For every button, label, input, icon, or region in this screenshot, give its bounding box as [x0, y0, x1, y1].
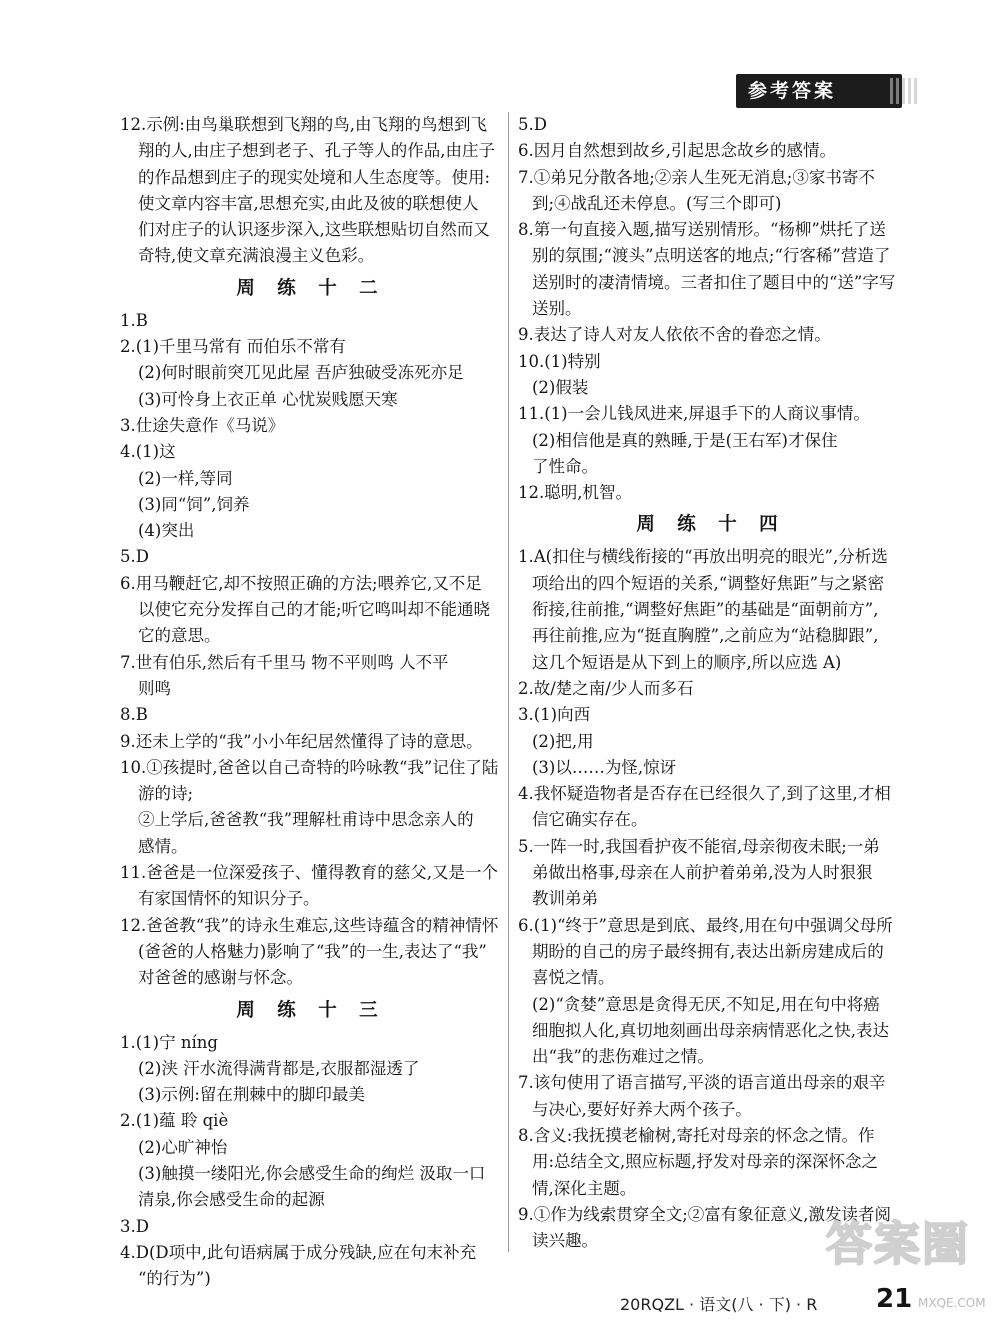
- answer-line: 3.仕途失意作《马说》: [120, 415, 285, 435]
- answer-line: 使文章内容丰富,思想充实,由此及彼的联想使人: [138, 193, 479, 213]
- answer-line: 9.①作为线索贯穿全文;②富有象征意义,激发读者阅: [518, 1204, 892, 1224]
- left-column: [120, 112, 502, 1292]
- section-heading: 周 练 十 三: [236, 999, 386, 1021]
- answer-line: 1.A(扣住与横线衔接的“再放出明亮的眼光”,分析选: [518, 547, 888, 567]
- answer-line: 8.B: [120, 705, 148, 725]
- answer-line: 4.(1)这: [120, 442, 176, 462]
- answer-line: 11.爸爸是一位深爱孩子、懂得教育的慈父,又是一个: [120, 863, 498, 883]
- answer-line: (4)突出: [138, 521, 195, 541]
- answer-line: 读兴趣。: [532, 1231, 598, 1251]
- answer-line: 的作品想到庄子的现实处境和人生态度等。使用:: [138, 167, 491, 187]
- answer-line: 期盼的自己的房子最终拥有,表达出新房建成后的: [532, 941, 884, 961]
- answer-line: (2)心旷神怡: [138, 1137, 228, 1157]
- answer-line: (2)一样,等同: [138, 468, 233, 488]
- answer-line: 到;④战乱还未停息。(写三个即可): [532, 193, 782, 213]
- answer-line: 它的意思。: [138, 626, 221, 646]
- answer-line: 9.表达了诗人对友人依依不舍的眷恋之情。: [518, 325, 831, 345]
- answer-line: 2.(1)千里马常有 而伯乐不常有: [120, 337, 346, 357]
- answer-line: 这几个短语是从下到上的顺序,所以应选 A): [532, 652, 842, 672]
- answer-line: (3)以……为怪,惊讶: [532, 757, 677, 777]
- answer-line: (2)把,用: [532, 731, 594, 751]
- right-column: [518, 112, 904, 1254]
- answer-line: 12.爸爸教“我”的诗永生难忘,这些诗蕴含的精神情怀: [120, 915, 499, 935]
- answer-line: 6.因月自然想到故乡,引起思念故乡的感情。: [518, 141, 836, 161]
- answer-line: (爸爸的人格魅力)影响了“我”的一生,表达了“我”: [138, 941, 487, 961]
- footer-code: 20RQZL · 语文(八 · 下) · R: [620, 1295, 818, 1314]
- answer-line: 3.D: [120, 1216, 149, 1236]
- answer-line: 7.①弟兄分散各地;②亲人生死无消息;③家书寄不: [518, 167, 875, 187]
- watermark-logo: 答案圈: [826, 1217, 970, 1271]
- answer-line: (3)可怜身上衣正单 心忧炭贱愿天寒: [138, 389, 398, 409]
- answer-line: 出“我”的悲伤难过之情。: [532, 1047, 714, 1067]
- answer-line: 信它确实存在。: [532, 810, 648, 830]
- answer-line: 8.第一句直接入题,描写送别情形。“杨柳”烘托了送: [518, 220, 886, 240]
- section-heading: 周 练 十 四: [636, 514, 786, 536]
- watermark-url: MXQE.COM: [918, 1296, 986, 1310]
- answer-line: 3.(1)向西: [518, 705, 591, 725]
- answer-line: 以使它充分发挥自己的才能;听它鸣叫却不能通晓: [138, 600, 491, 620]
- answer-line: 有家国情怀的知识分子。: [138, 889, 320, 909]
- answer-line: 送别。: [532, 299, 582, 319]
- answer-line: 别的氛围;“渡头”点明送客的地点;“行客稀”营造了: [532, 246, 891, 266]
- answer-line: 12.聪明,机智。: [518, 483, 632, 503]
- answer-line: 了性命。: [532, 456, 598, 476]
- answer-line: 6.用马鞭赶它,却不按照正确的方法;喂养它,又不足: [120, 573, 482, 593]
- answer-line: (3)示例:留在荆棘中的脚印最美: [138, 1085, 365, 1105]
- answer-line: 10.①孩提时,爸爸以自己奇特的吟咏教“我”记住了陆: [120, 757, 499, 777]
- answer-line: 5.D: [518, 115, 547, 134]
- answer-line: 6.(1)“终于”意思是到底、最终,用在句中强调父母所: [518, 915, 893, 935]
- answer-line: 1.(1)宁 níng: [120, 1032, 218, 1052]
- answer-line: 清泉,你会感受生命的起源: [138, 1190, 325, 1210]
- answer-line: 细胞拟人化,真切地刻画出母亲病情恶化之快,表达: [532, 1020, 889, 1040]
- section-heading: 周 练 十 二: [236, 277, 386, 299]
- answer-line: 7.世有伯乐,然后有千里马 物不平则鸣 人不平: [120, 652, 449, 672]
- answer-line: 用:总结全文,照应标题,抒发对母亲的深深怀念之: [532, 1152, 879, 1172]
- answer-line: 12.示例:由鸟巢联想到飞翔的鸟,由飞翔的鸟想到飞: [120, 115, 488, 134]
- answer-line: 对爸爸的感谢与怀念。: [138, 968, 303, 988]
- answer-line: 送别时的凄清情境。三者扣住了题目中的“送”字写: [532, 272, 896, 292]
- answer-line: 情,深化主题。: [532, 1178, 637, 1198]
- answer-line: 2.故/楚之南/少人而多石: [518, 678, 694, 698]
- answer-line: 1.B: [120, 310, 148, 330]
- answer-line: 11.(1)一会儿钱凤进来,屏退手下的人商议事情。: [518, 404, 870, 424]
- answer-line: 5.一阵一时,我国看护夜不能宿,母亲彻夜未眠;一弟: [518, 836, 880, 856]
- answer-line: 9.还未上学的“我”小小年纪居然懂得了诗的意思。: [120, 731, 483, 751]
- answer-line: 衔接,往前推,“调整好焦距”的基础是“面朝前方”,: [532, 600, 879, 620]
- answer-line: 10.(1)特别: [518, 351, 601, 371]
- answer-line: “的行为”): [138, 1269, 211, 1289]
- answer-line: 4.D(D项中,此句语病属于成分残缺,应在句末补充: [120, 1242, 477, 1262]
- column-divider: [508, 112, 509, 1252]
- answer-line: 教训弟弟: [532, 889, 598, 909]
- answer-line: (2)“贪婪”意思是贪得无厌,不知足,用在句中将癌: [532, 994, 880, 1014]
- answer-line: 则鸣: [138, 678, 171, 698]
- answer-line: 奇特,使文章充满浪漫主义色彩。: [138, 246, 375, 266]
- page-number: 21: [876, 1284, 913, 1314]
- answer-line: 们对庄子的认识逐步深入,这些联想贴切自然而又: [138, 220, 490, 240]
- answer-line: 2.(1)蕴 聆 qiè: [120, 1111, 229, 1131]
- answer-line: (3)触摸一缕阳光,你会感受生命的绚烂 汲取一口: [138, 1163, 486, 1183]
- answer-line: (2)相信他是真的熟睡,于是(王右军)才保住: [532, 430, 838, 450]
- answer-line: 再往前推,应为“挺直胸膛”,之前应为“站稳脚跟”,: [532, 626, 879, 646]
- answer-line: (3)同“饲”,饲养: [138, 494, 250, 514]
- answer-line: (2)浃 汗水流得满背都是,衣服都湿透了: [138, 1058, 420, 1078]
- answer-line: 感情。: [138, 836, 188, 856]
- answer-line: 与决心,要好好养大两个孩子。: [532, 1099, 752, 1119]
- answer-line: 4.我怀疑造物者是否存在已经很久了,到了这里,才相: [518, 784, 891, 804]
- answer-line: 翔的人,由庄子想到老子、孔子等人的作品,由庄子: [138, 141, 495, 161]
- answer-line: (2)何时眼前突兀见此屋 吾庐独破受冻死亦足: [138, 363, 464, 383]
- answer-line: 项给出的四个短语的关系,“调整好焦距”与之紧密: [532, 573, 885, 593]
- answer-line: 游的诗;: [138, 784, 194, 804]
- answer-line: (2)假装: [532, 377, 589, 397]
- header-badge: 参考答案: [736, 74, 902, 108]
- answer-line: 喜悦之情。: [532, 968, 615, 988]
- answer-line: ②上学后,爸爸教“我”理解杜甫诗中思念亲人的: [138, 810, 474, 830]
- answer-line: 7.该句使用了语言描写,平淡的语言道出母亲的艰辛: [518, 1073, 886, 1093]
- answer-line: 5.D: [120, 547, 149, 567]
- answer-line: 弟做出格事,母亲在人前护着弟弟,没为人时狠狠: [532, 863, 873, 883]
- answer-line: 8.含义:我抚摸老榆树,寄托对母亲的怀念之情。作: [518, 1125, 875, 1145]
